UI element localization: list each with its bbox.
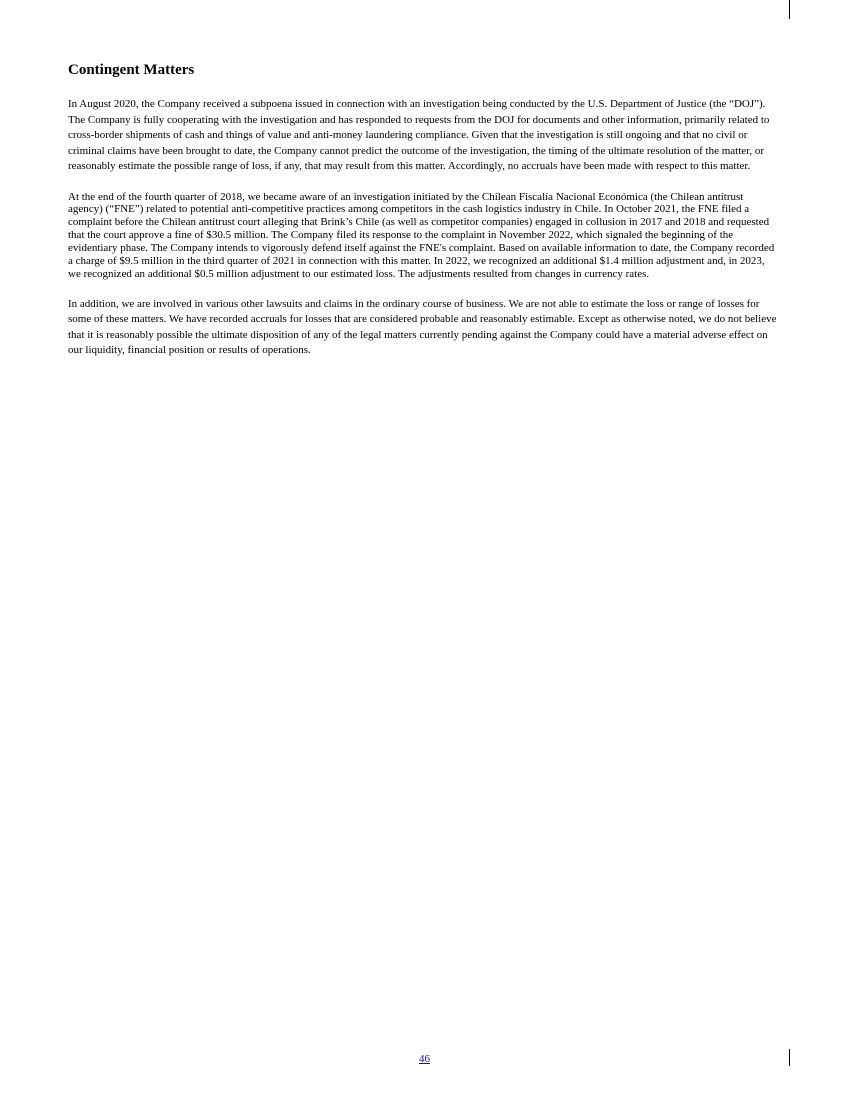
section-heading: Contingent Matters: [68, 62, 195, 78]
page-edge-marker-bottom: [789, 1049, 790, 1066]
paragraph-doj-investigation: In August 2020, the Company received a subpoena issued in connection with an investigation being conducted by the U.S. Department of Justice (the “DOJ”). The Company is fully cooperating with the investigation and has responded to requests from the DOJ for documents and other information, primarily related to cross-border shipments of cash and things of value and anti-money laundering compliance. Given that the investigation is still ongoing and that no civil or criminal claims have been brought to date, the Company cannot predict the outcome of the investigation, the timing of the ultimate resolution of the matter, or reasonably estimate the possible range of loss, if any, that may result from this matter. Accordingly, no accruals have been made with respect to this matter.: [68, 98, 770, 172]
paragraph-other-lawsuits: In addition, we are involved in various other lawsuits and claims in the ordinary course of business. We are not able to estimate the loss or range of losses for some of these matters. We have recorded accruals for losses that are considered probable and reasonably estimable. Except as otherwise noted, we do not believe that it is reasonably possible the ultimate disposition of any of the legal matters currently pending against the Company could have a material adverse effect on our liquidity, financial position or results of operations.: [68, 297, 777, 357]
page-number-link[interactable]: 46: [419, 1053, 430, 1065]
document-body: [68, 60, 778, 359]
page-edge-marker-top: [789, 0, 790, 19]
page-footer: [0, 1052, 849, 1066]
paragraph-fne-investigation: At the end of the fourth quarter of 2018, we became aware of an investigation initiated by the Chilean Fiscalía Nacional Económica (the Chilean antitrust agency) (“FNE”) related to potential anti-competitive practices among competitors in the cash logistics industry in Chile. In October 2021, the FNE filed a complaint before the Chilean antitrust court alleging that Brink’s Chile (as well as competitor companies) engaged in collusion in 2017 and 2018 and requested that the court approve a fine of $30.5 million. The Company filed its response to the complaint in November 2022, which signaled the beginning of the evidentiary phase. The Company intends to vigorously defend itself against the FNE's complaint. Based on available information to date, the Company recorded a charge of $9.5 million in the third quarter of 2021 in connection with this matter. In 2022, we recognized an additional $1.4 million adjustment and, in 2023, we recognized an additional $0.5 million adjustment to our estimated loss. The adjustments resulted from changes in currency rates.: [68, 190, 775, 280]
